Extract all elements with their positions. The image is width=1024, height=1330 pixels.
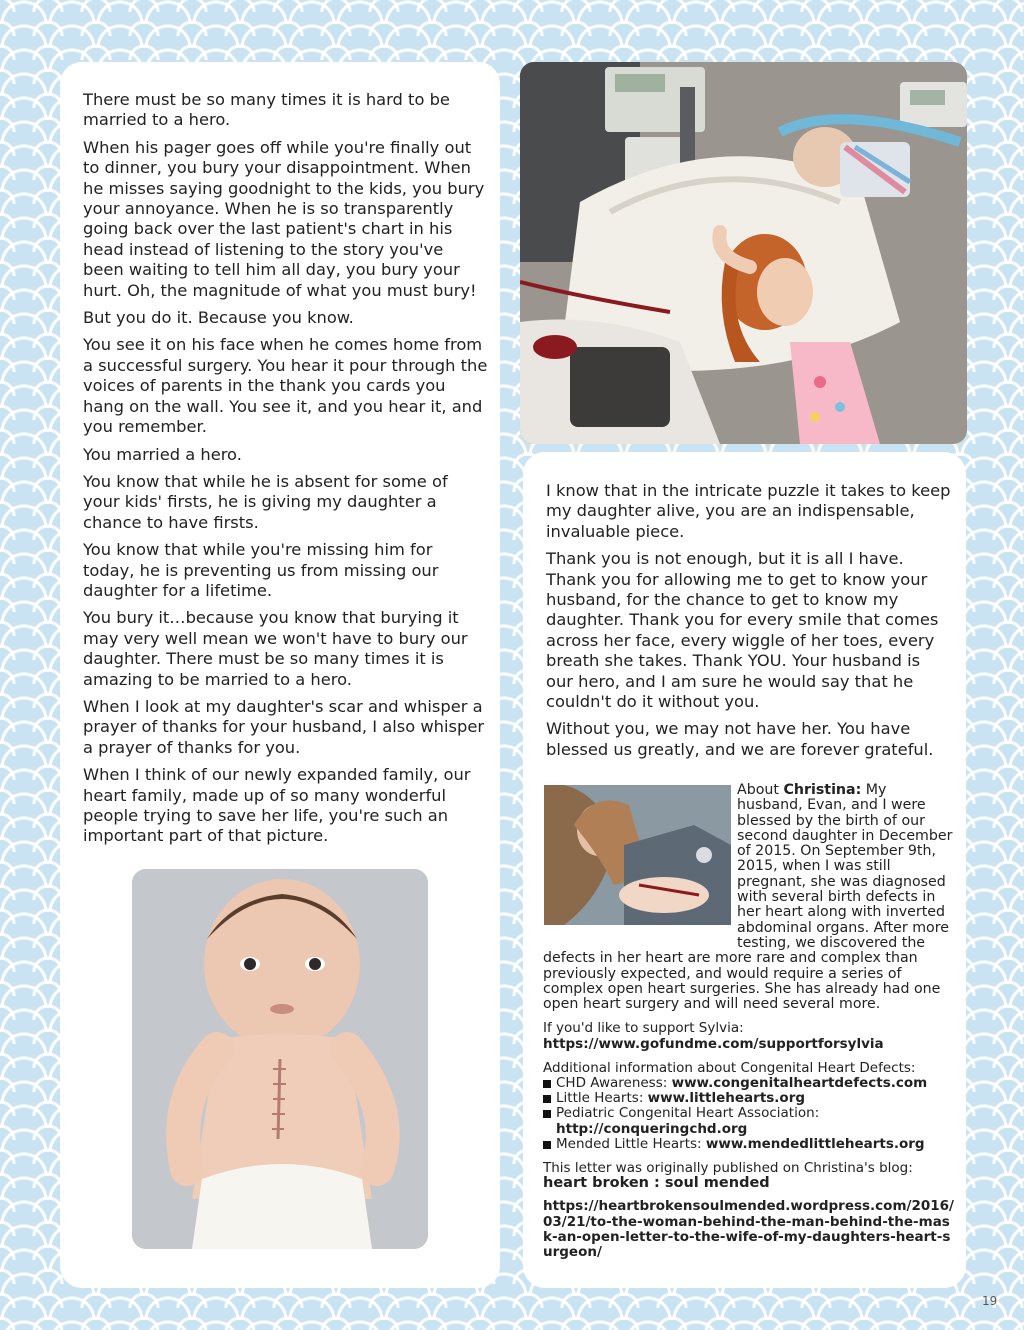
resource-label: CHD Awareness: <box>556 1075 672 1092</box>
list-item <box>543 1137 955 1152</box>
resources-heading: Additional information about Congenital Heart Defects: <box>543 1059 916 1076</box>
about-author-section <box>543 783 955 1260</box>
list-item <box>543 1091 955 1106</box>
resource-link[interactable]: www.littlehearts.org <box>647 1090 806 1107</box>
support-link[interactable]: https://www.gofundme.com/supportforsylvia <box>543 1035 884 1052</box>
blog-link[interactable]: https://heartbrokensoulmended.wordpress.com/2016/03/21/to-the-woman-behind-the-man-behind-the-mask-an-open-letter-to-the-wife-of-my-daughters-heart-surgeon/ <box>543 1198 954 1261</box>
resources-list <box>543 1076 955 1152</box>
blog-intro: This letter was originally published on Christina's blog: <box>543 1160 913 1177</box>
paragraph: You know that while he is absent for some of your kids' firsts, he is giving my daughter a chance to have firsts. <box>83 471 448 532</box>
right-article-text <box>546 481 951 767</box>
author-name: Christina: <box>783 782 862 798</box>
photo-spacer <box>543 783 737 941</box>
resource-link[interactable]: www.mendedlittlehearts.org <box>705 1135 925 1152</box>
resource-link[interactable]: www.congenitalheartdefects.com <box>671 1075 928 1092</box>
resources-block <box>543 1061 955 1152</box>
hospital-photo-illustration <box>520 62 967 444</box>
paragraph: When I look at my daughter's scar and whisper a prayer of thanks for your husband, I also whisper a prayer of thanks for you. <box>83 696 485 757</box>
resource-link[interactable]: http://conqueringchd.org <box>556 1120 748 1137</box>
paragraph: You know that while you're missing him for today, he is preventing us from missing our daughter for a lifetime. <box>83 540 439 600</box>
blog-block <box>543 1161 955 1260</box>
paragraph: I know that in the intricate puzzle it takes to keep my daughter alive, you are an indispensable, invaluable piece. <box>546 481 951 541</box>
support-label: If you'd like to support Sylvia: <box>543 1020 744 1037</box>
page-number: 19 <box>982 1294 998 1308</box>
about-prefix: About <box>737 782 784 798</box>
list-item <box>543 1076 955 1091</box>
paragraph: You bury it…because you know that burying it may very well mean we won't have to bury our daughter. There must be so many times it is amazing to be married to a hero. <box>83 608 468 689</box>
author-bio-text: My husband, Evan, and I were blessed by the birth of our second daughter in December of 2015. On September 9th, 2015, when I was still pregnant, she was diagnosed with several birth defects in her heart along with inverted abdominal organs. After more testing, we discovered the defects in her heart are more rare and complex than previously expected, and would require a series of complex open heart surgeries. She has already had one open heart surgery and will need several more. <box>543 782 953 1013</box>
resource-label: Mended Little Hearts: <box>556 1135 706 1152</box>
paragraph: You see it on his face when he comes home from a successful surgery. You hear it pour through the voices of parents in the thank you cards you hang on the wall. You see it, and you hear it, and you remember. <box>83 335 488 437</box>
hospital-photo <box>520 62 967 444</box>
support-line <box>543 1021 955 1051</box>
author-bio <box>543 783 955 1012</box>
paragraph: Without you, we may not have her. You have blessed us greatly, and we are forever grateful. <box>546 719 934 759</box>
list-item <box>543 1106 955 1136</box>
baby-photo <box>132 869 428 1249</box>
paragraph: When his pager goes off while you're finally out to dinner, you bury your disappointment. When he misses saying goodnight to the kids, you bury your annoyance. When he is so transparently going back over the last patient's chart in his head instead of listening to the story you've been waiting to tell him all day, you bury your hurt. Oh, the magnitude of what you must bury! <box>83 137 485 300</box>
left-article-text <box>83 90 488 854</box>
baby-photo-illustration <box>132 869 428 1249</box>
paragraph: Thank you is not enough, but it is all I have. Thank you for allowing me to get to know your husband, for the chance to get to know my daughter. Thank you for every smile that comes across her face, every wiggle of her toes, every breath she takes. Thank YOU. Your husband is our hero, and I am sure he would say that he couldn't do it without you. <box>546 549 939 712</box>
resource-label: Little Hearts: <box>556 1090 648 1107</box>
paragraph: When I think of our newly expanded family, our heart family, made up of so many wonderful people trying to save her life, you're such an important part of that picture. <box>83 765 471 846</box>
paragraph: But you do it. Because you know. <box>83 308 354 328</box>
paragraph: You married a hero. <box>83 444 242 464</box>
blog-name: heart broken : soul mended <box>543 1175 770 1192</box>
resource-label: Pediatric Congenital Heart Association: <box>556 1105 820 1122</box>
paragraph: There must be so many times it is hard to be married to a hero. <box>83 90 450 130</box>
